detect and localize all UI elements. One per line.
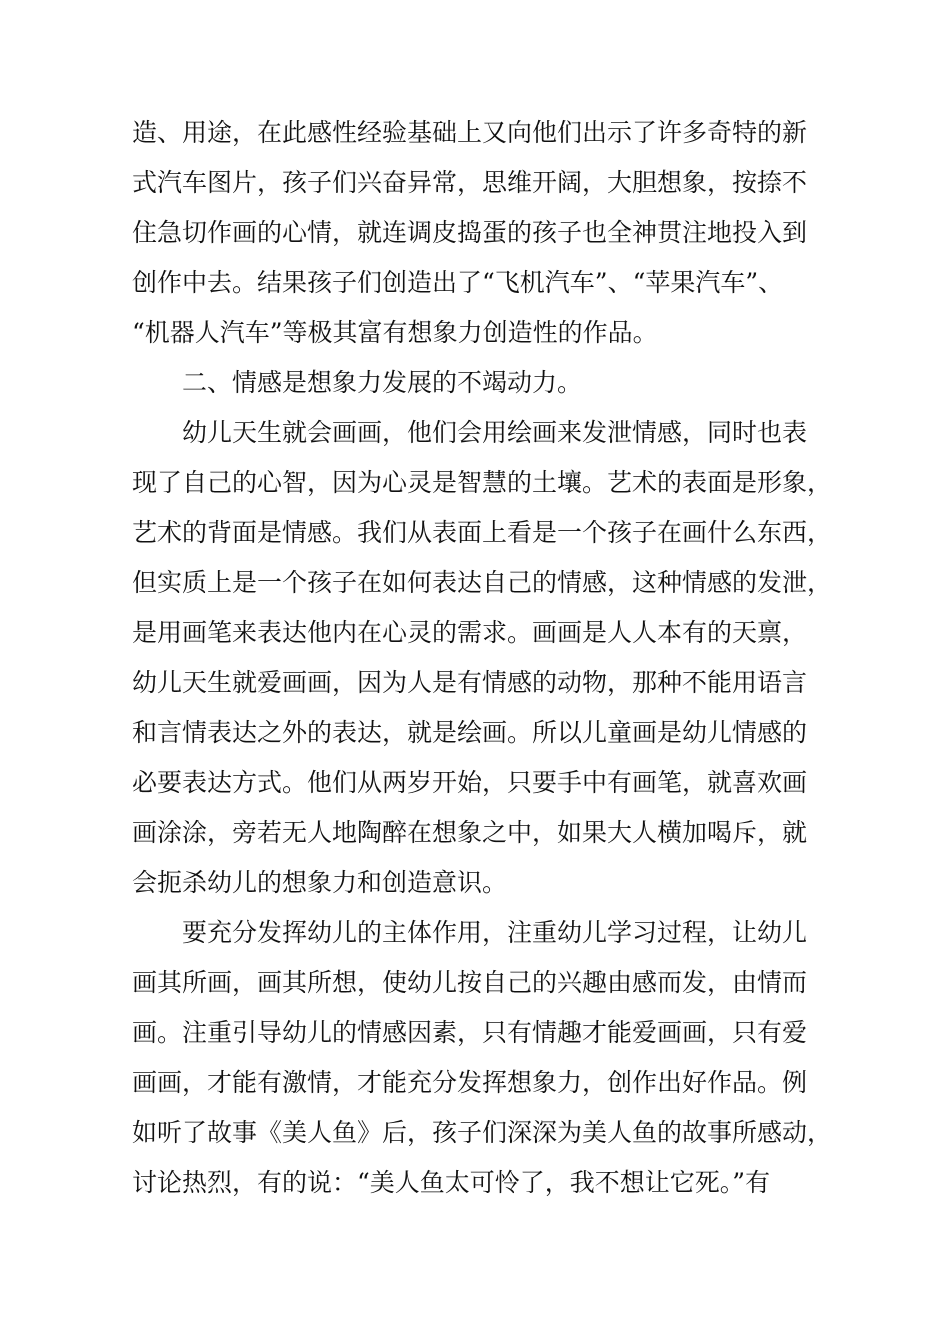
text-line: 画。注重引导幼儿的情感因素，只有情趣才能爱画画，只有爱: [132, 1018, 808, 1047]
text-line: 但实质上是一个孩子在如何表达自己的情感，这种情感的发泄，: [132, 568, 833, 597]
text-line: 造、用途，在此感性经验基础上又向他们出示了许多奇特的新: [132, 118, 808, 147]
text-line: 艺术的背面是情感。我们从表面上看是一个孩子在画什么东西，: [132, 518, 833, 547]
text-line: 二、情感是想象力发展的不竭动力。: [182, 368, 583, 397]
text-line: 幼儿天生就会画画，他们会用绘画来发泄情感，同时也表: [182, 418, 808, 447]
text-line: 必要表达方式。他们从两岁开始，只要手中有画笔，就喜欢画: [132, 768, 808, 797]
text-line: 如听了故事《美人鱼》后，孩子们深深为美人鱼的故事所感动，: [132, 1118, 833, 1147]
text-line: “机器人汽车”等极其富有想象力创造性的作品。: [132, 318, 658, 347]
text-line: 住急切作画的心情，就连调皮捣蛋的孩子也全神贯注地投入到: [132, 218, 808, 247]
text-line: 讨论热烈，有的说：“美人鱼太可怜了，我不想让它死。”有: [132, 1168, 771, 1197]
text-line: 式汽车图片，孩子们兴奋异常，思维开阔，大胆想象，按捺不: [132, 168, 808, 197]
paragraph: [132, 908, 832, 1208]
text-line: 创作中去。结果孩子们创造出了“飞机汽车”、“苹果汽车”、: [132, 268, 784, 297]
text-line: 会扼杀幼儿的想象力和创造意识。: [132, 868, 508, 897]
text-line: 现了自己的心智，因为心灵是智慧的土壤。艺术的表面是形象，: [132, 468, 833, 497]
text-line: 是用画笔来表达他内在心灵的需求。画画是人人本有的天禀，: [132, 618, 808, 647]
document-body: [132, 108, 832, 1208]
text-line: 幼儿天生就爱画画，因为人是有情感的动物，那种不能用语言: [132, 668, 808, 697]
text-line: 画画，才能有激情，才能充分发挥想象力，创作出好作品。例: [132, 1068, 808, 1097]
text-line: 画涂涂，旁若无人地陶醉在想象之中，如果大人横加喝斥，就: [132, 818, 808, 847]
text-line: 画其所画，画其所想，使幼儿按自己的兴趣由感而发，由情而: [132, 968, 808, 997]
text-line: 和言情表达之外的表达，就是绘画。所以儿童画是幼儿情感的: [132, 718, 808, 747]
paragraph: [132, 408, 832, 908]
section-heading: [132, 358, 832, 408]
paragraph: [132, 108, 832, 358]
text-line: 要充分发挥幼儿的主体作用，注重幼儿学习过程，让幼儿: [182, 918, 808, 947]
